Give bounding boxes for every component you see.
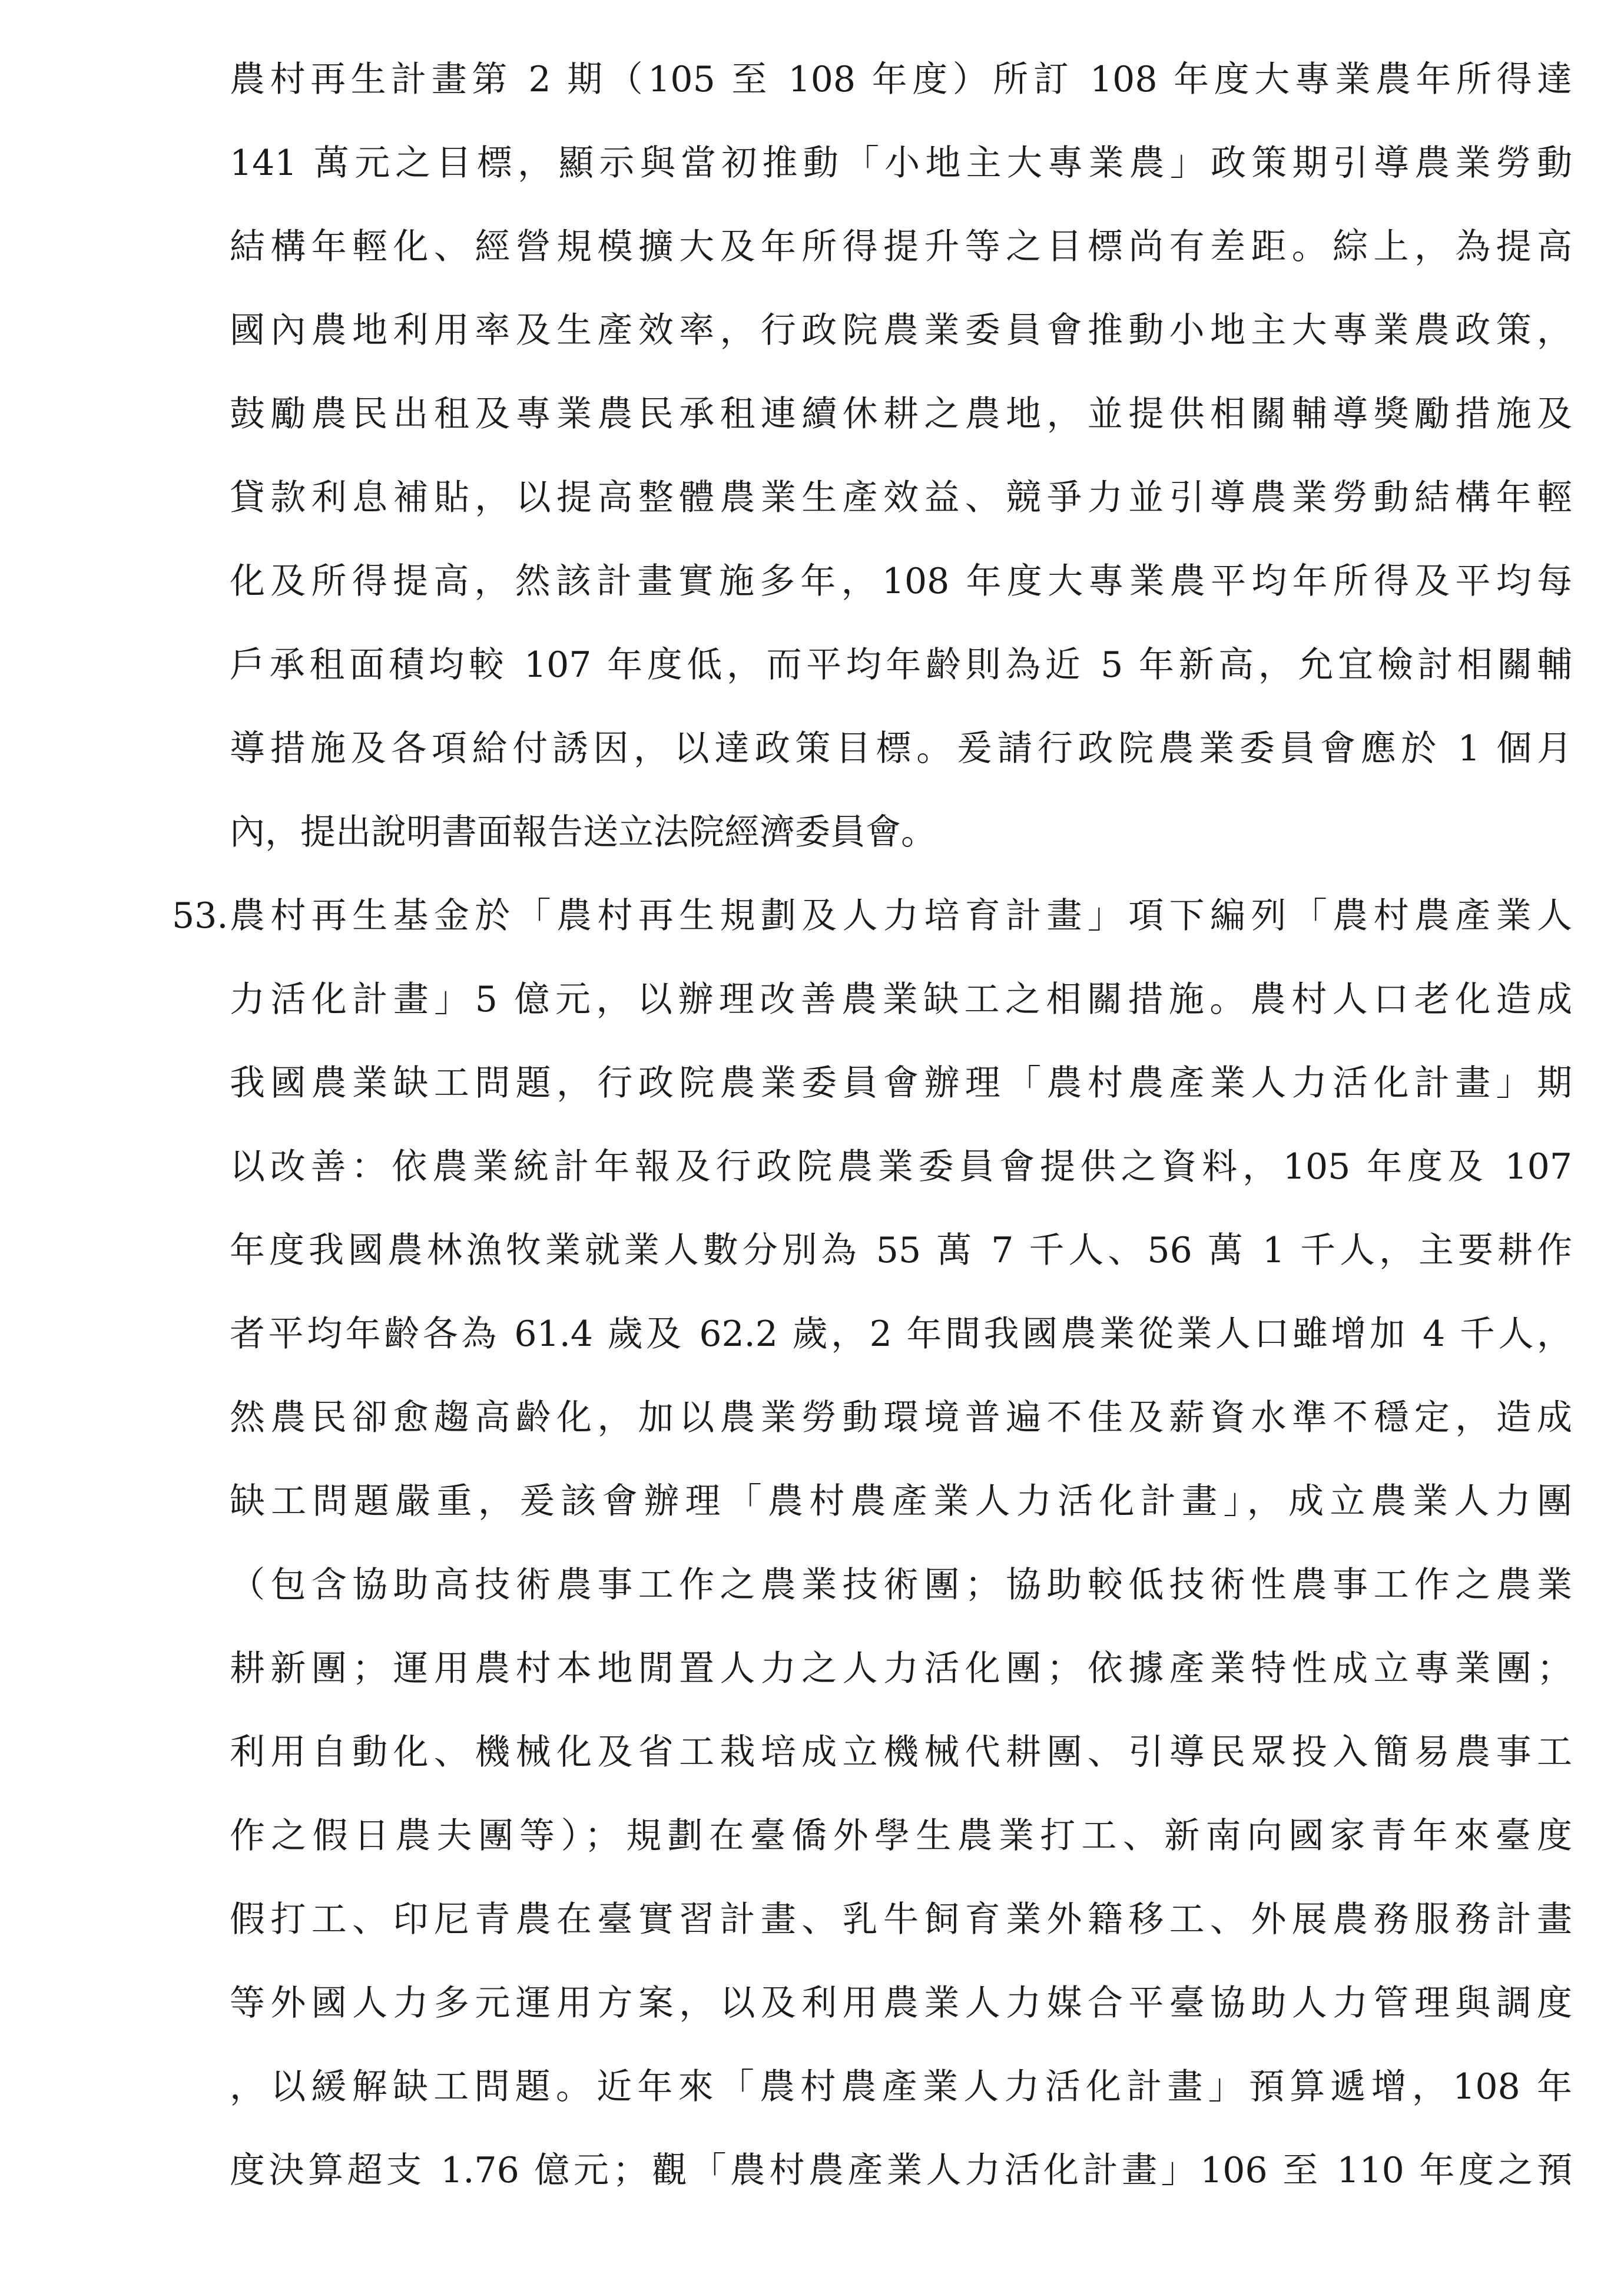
paragraph-line: 年度我國農林漁牧業就業人數分別為 55 萬 7 千人、56 萬 1 千人，主要耕作 bbox=[230, 1230, 1572, 1271]
paragraph-line: 以改善：依農業統計年報及行政院農業委員會提供之資料，105 年度及 107 bbox=[230, 1146, 1572, 1187]
paragraph-line: 農村再生計畫第 2 期（105 至 108 年度）所訂 108 年度大專業農年所得達 bbox=[230, 59, 1572, 100]
paragraph-line: 國內農地利用率及生產效率，行政院農業委員會推動小地主大專業農政策， bbox=[230, 310, 1572, 351]
paragraph-line: 貸款利息補貼，以提高整體農業生產效益、競爭力並引導農業勞動結構年輕 bbox=[230, 477, 1572, 518]
paragraph-line: 耕新團；運用農村本地閒置人力之人力活化團；依據產業特性成立專業團； bbox=[230, 1648, 1572, 1689]
paragraph-line: 化及所得提高，然該計畫實施多年，108 年度大專業農平均年所得及平均每 bbox=[230, 561, 1572, 602]
paragraph-line: 我國農業缺工問題，行政院農業委員會辦理「農村農產業人力活化計畫」期 bbox=[230, 1063, 1572, 1104]
paragraph-line: 鼓勵農民出租及專業農民承租連續休耕之農地，並提供相關輔導獎勵措施及 bbox=[230, 393, 1572, 435]
paragraph-line: 者平均年齡各為 61.4 歲及 62.2 歲，2 年間我國農業從業人口雖增加 4 千人， bbox=[230, 1313, 1572, 1355]
paragraph-line: 假打工、印尼青農在臺實習計畫、乳牛飼育業外籍移工、外展農務服務計畫 bbox=[230, 1899, 1572, 1940]
paragraph-line: ，以緩解缺工問題。近年來「農村農產業人力活化計畫」預算遞增，108 年 bbox=[230, 2066, 1572, 2107]
paragraph-line: 戶承租面積均較 107 年度低，而平均年齡則為近 5 年新高，允宜檢討相關輔 bbox=[230, 644, 1572, 686]
paragraph-line: （包含協助高技術農事工作之農業技術團；協助較低技術性農事工作之農業 bbox=[230, 1564, 1572, 1606]
paragraph-line: 然農民卻愈趨高齡化，加以農業勞動環境普遍不佳及薪資水準不穩定，造成 bbox=[230, 1397, 1572, 1438]
paragraph-line: 141 萬元之目標，顯示與當初推動「小地主大專業農」政策期引導農業勞動 bbox=[230, 143, 1572, 184]
item-number: 53. bbox=[172, 895, 228, 937]
paragraph-line: 缺工問題嚴重，爰該會辦理「農村農產業人力活化計畫」，成立農業人力團 bbox=[230, 1481, 1572, 1522]
paragraph-line: 結構年輕化、經營規模擴大及年所得提升等之目標尚有差距。綜上，為提高 bbox=[230, 226, 1572, 267]
paragraph-line: 利用自動化、機械化及省工栽培成立機械代耕團、引導民眾投入簡易農事工 bbox=[230, 1732, 1572, 1773]
paragraph-line: 度決算超支 1.76 億元；觀「農村農產業人力活化計畫」106 至 110 年度之預 bbox=[230, 2150, 1572, 2191]
paragraph-line: 導措施及各項給付誘因，以達政策目標。爰請行政院農業委員會應於 1 個月 bbox=[230, 728, 1572, 769]
paragraph-line: 內，提出說明書面報告送立法院經濟委員會。 bbox=[230, 812, 936, 853]
paragraph-line: 等外國人力多元運用方案，以及利用農業人力媒合平臺協助人力管理與調度 bbox=[230, 1983, 1572, 2024]
paragraph-line: 作之假日農夫團等）；規劃在臺僑外學生農業打工、新南向國家青年來臺度 bbox=[230, 1815, 1572, 1857]
paragraph-line: 力活化計畫」5 億元，以辦理改善農業缺工之相關措施。農村人口老化造成 bbox=[230, 979, 1572, 1020]
paragraph-line: 農村再生基金於「農村再生規劃及人力培育計畫」項下編列「農村農產業人 bbox=[230, 895, 1572, 937]
